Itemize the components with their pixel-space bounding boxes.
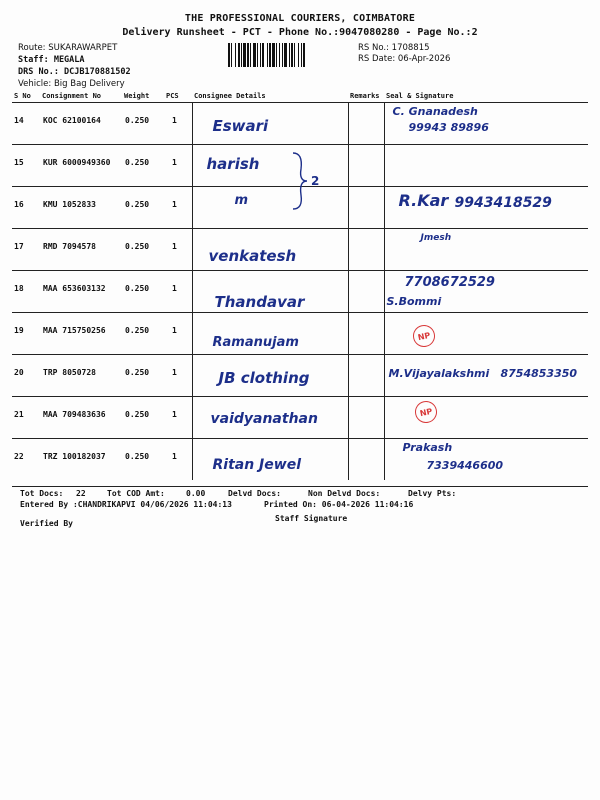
row-pcs: 1 [164,186,192,228]
row-details [192,438,348,480]
row-remarks [348,186,384,228]
row-details [192,396,348,438]
row-remarks [348,312,384,354]
route-label: Route: SUKARAWARPET [18,43,118,53]
consignee-handwriting: JB clothing [218,368,310,387]
row-weight: 0.250 [122,144,164,186]
row-seal [384,144,588,186]
consignee-handwriting: harish [206,154,260,173]
tot-docs-value: 22 [76,489,86,498]
row-seal [384,186,588,228]
seal-signature: C. Gnanadesh [392,104,478,118]
row-sno: 14 [12,102,40,144]
row-weight: 0.250 [122,438,164,480]
not-present-stamp: NP [410,322,436,348]
svg-text:2: 2 [310,173,319,188]
consignee-handwriting: Ritan Jewel [212,456,301,473]
row-sno: 16 [12,186,40,228]
table-row [12,438,588,480]
row-weight: 0.250 [122,396,164,438]
row-sno: 19 [12,312,40,354]
verified-by: Verified By [20,519,73,528]
row-consignment: KMU 1052833 [40,186,122,228]
row-remarks [348,438,384,480]
row-consignment: KOC 62100164 [40,102,122,144]
consignee-handwriting-2: m [234,192,249,208]
company-title: THE PROFESSIONAL COURIERS, COIMBATORE [184,13,416,24]
row-remarks [348,396,384,438]
table-bottom-rule [12,486,588,487]
row-seal [384,270,588,312]
row-consignment: RMD 7094578 [40,228,122,270]
row-seal [384,354,588,396]
row-pcs: 1 [164,144,192,186]
row-sno: 18 [12,270,40,312]
consignee-handwriting: Eswari [212,116,269,135]
table-row [12,396,588,438]
row-sno: 15 [12,144,40,186]
row-weight: 0.250 [122,354,164,396]
row-sno: 21 [12,396,40,438]
row-remarks [348,270,384,312]
consignee-handwriting: Thandavar [214,292,305,311]
seal-signature: M.Vijayalakshmi [388,366,490,380]
barcode-bar [305,43,306,67]
row-consignment: TRZ 100182037 [40,438,122,480]
row-seal [384,438,588,480]
row-remarks [348,228,384,270]
tot-docs-label: Tot Docs: [20,489,64,498]
table-row [12,354,588,396]
delivery-table [12,90,588,480]
col-pcs: PCS [164,90,192,102]
row-sno: 17 [12,228,40,270]
consignee-handwriting: Ramanujam [212,334,299,350]
rs-number: RS No.: 1708815 [358,43,430,53]
row-consignment: TRP 8050728 [40,354,122,396]
consignee-handwriting: vaidyanathan [210,410,318,427]
barcode [228,43,356,67]
row-consignment: MAA 715750256 [40,312,122,354]
table-row [12,186,588,228]
row-sno: 20 [12,354,40,396]
row-pcs: 1 [164,354,192,396]
row-remarks [348,102,384,144]
row-details [192,312,348,354]
staff-label: Staff: MEGALA [18,55,85,65]
seal-phone: 8754853350 [500,366,578,380]
row-details [192,173,348,228]
delvy-pts-label: Delvy Pts: [408,489,457,498]
col-details: Consignee Details [192,90,348,102]
seal-phone: 7339446600 [426,458,504,472]
row-sno: 22 [12,438,40,480]
row-pcs: 1 [164,396,192,438]
row-weight: 0.250 [122,228,164,270]
printed-on: Printed On: 06-04-2026 11:04:16 [264,500,414,509]
row-weight: 0.250 [122,102,164,144]
tot-cod-value: 0.00 [186,489,206,498]
seal-phone: 7708672529 [404,274,495,290]
row-pcs: 1 [164,270,192,312]
row-consignment: MAA 709483636 [40,396,122,438]
row-seal [384,396,588,438]
seal-signature: S.Bommi [386,294,442,308]
col-remarks: Remarks [348,90,384,102]
row-seal [384,228,588,270]
entered-by: Entered By :CHANDRIKAPVI 04/06/2026 11:04:13 [20,500,232,509]
row-pcs: 1 [164,312,192,354]
runsheet-subtitle: Delivery Runsheet - PCT - Phone No.:9047080280 - Page No.:2 [122,27,478,38]
row-consignment: MAA 653603132 [40,270,122,312]
drs-label: DRS No.: DCJB170881502 [18,67,131,77]
delvd-docs-label: Delvd Docs: [228,489,281,498]
col-consignment: Consignment No [40,90,122,102]
row-remarks [348,144,384,186]
table-header-row [12,90,588,102]
row-consignment: KUR 6000949360 [40,144,122,186]
rs-date: RS Date: 06-Apr-2026 [358,54,451,64]
row-weight: 0.250 [122,312,164,354]
table-row [12,312,588,354]
row-seal [384,312,588,354]
col-sno: S No [12,90,40,102]
not-present-stamp: NP [412,398,438,424]
row-seal [384,102,588,144]
brace-mark [287,149,337,213]
row-pcs: 1 [164,102,192,144]
row-details [192,102,348,144]
row-pcs: 1 [164,438,192,480]
table-row [12,270,588,312]
seal-phone: 9943418529 [454,194,552,211]
vehicle-label: Vehicle: Big Bag Delivery [18,79,125,89]
table-row [12,228,588,270]
seal-signature: Prakash [402,440,453,454]
row-remarks [348,354,384,396]
row-weight: 0.250 [122,186,164,228]
row-pcs: 1 [164,228,192,270]
table-row [12,102,588,144]
row-details [192,270,348,312]
non-delvd-docs-label: Non Delvd Docs: [308,489,381,498]
row-weight: 0.250 [122,270,164,312]
staff-signature: Staff Signature [275,514,348,523]
consignee-handwriting: venkatesh [208,246,297,265]
seal-signature: R.Kar [398,190,449,210]
seal-phone: 99943 89896 [408,120,489,134]
tot-cod-label: Tot COD Amt: [107,489,165,498]
row-details [192,354,348,396]
col-seal: Seal & Signature [384,90,588,102]
seal-signature: Jmesh [420,232,452,243]
row-details [192,228,348,270]
col-weight: Weight [122,90,164,102]
